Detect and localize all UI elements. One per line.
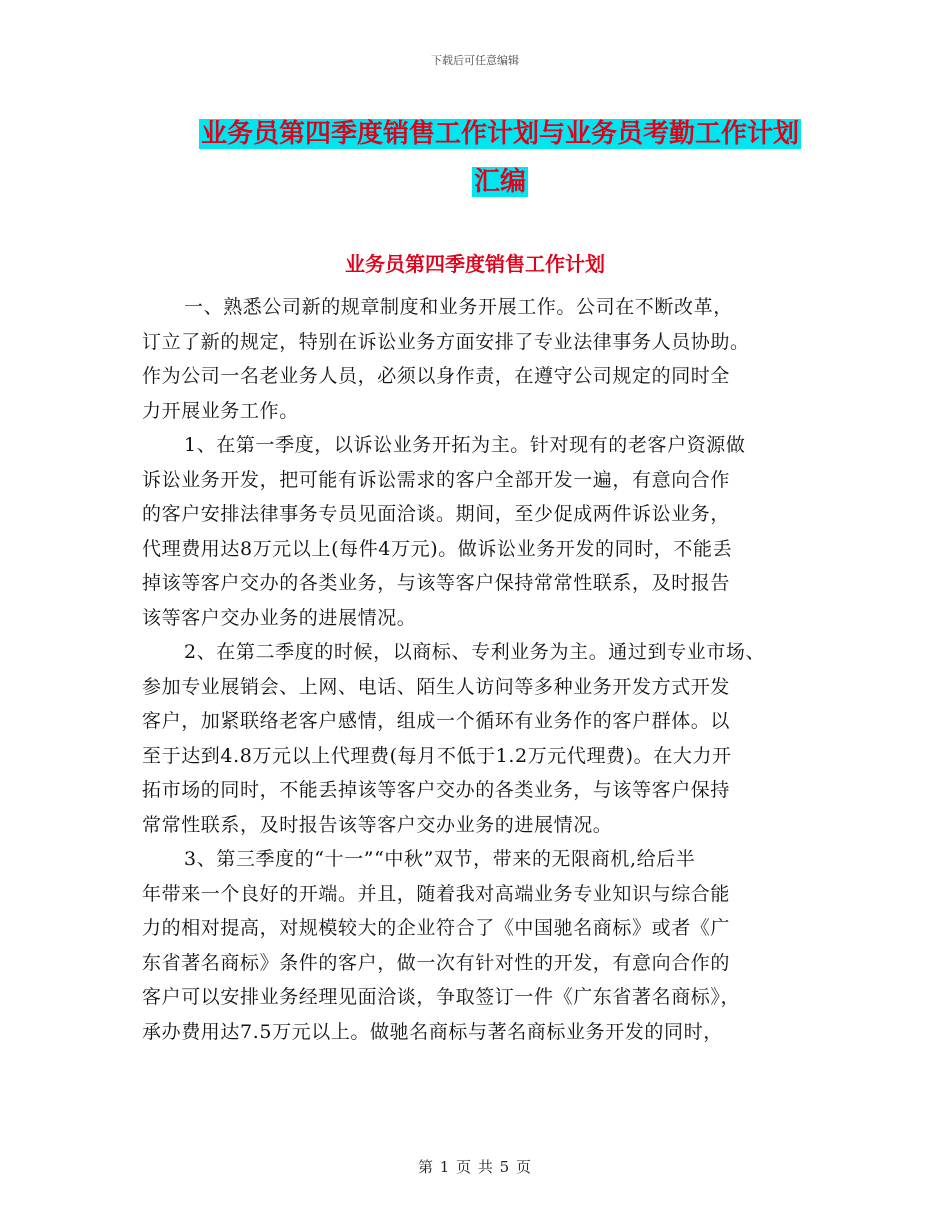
paragraph-line: 至于达到4.8万元以上代理费(每月不低于1.2万元代理费)。在大力开 — [142, 744, 732, 767]
document-title — [160, 110, 840, 206]
paragraph-line: 参加专业展销会、上网、电话、陌生人访问等多种业务开发方式开发 — [142, 675, 731, 698]
paragraph-line: 3、第三季度的“十一”“中秋”双节，带来的无限商机,给后半 — [184, 848, 696, 870]
paragraph-line: 年带来一个良好的开端。并且，随着我对高端业务专业知识与综合能 — [142, 882, 731, 905]
paragraph-line: 客户，加紧联络老客户感情，组成一个循环有业务作的客户群体。以 — [142, 710, 731, 732]
paragraph-line: 1、在第一季度，以诉讼业务开拓为主。针对现有的老客户资源做 — [184, 434, 746, 456]
section-title: 业务员第四季度销售工作计划 — [345, 252, 605, 276]
body-text — [142, 290, 832, 1049]
paragraph-line: 力开展业务工作。 — [142, 399, 299, 422]
paragraph-line: 诉讼业务开发，把可能有诉讼需求的客户全部开发一遍，有意向合作 — [142, 468, 731, 491]
paragraph-line: 掉该等客户交办的各类业务，与该等客户保持常常性联系，及时报告 — [142, 572, 731, 594]
paragraph-line: 承办费用达7.5万元以上。做驰名商标与著名商标业务开发的同时， — [142, 1020, 723, 1043]
paragraph-line: 该等客户交办业务的进展情况。 — [142, 606, 417, 629]
paragraph-line: 客户可以安排业务经理见面洽谈，争取签订一件《广东省著名商标》， — [142, 986, 741, 1008]
paragraph-line: 代理费用达8万元以上(每件4万元)。做诉讼业务开发的同时，不能丢 — [142, 537, 733, 560]
paragraph-line: 东省著名商标》条件的客户，做一次有针对性的开发，有意向合作的 — [142, 951, 731, 974]
page-footer: 第 1 页 共 5 页 — [418, 1158, 532, 1176]
document-title-line-2: 汇编 — [473, 167, 526, 197]
paragraph — [142, 428, 832, 635]
document-title-line-1: 业务员第四季度销售工作计划与业务员考勤工作计划 — [200, 119, 799, 149]
paragraph-line: 订立了新的规定，特别在诉讼业务方面安排了专业法律事务人员协助。 — [142, 330, 750, 353]
paragraph-line: 作为公司一名老业务人员，必须以身作责，在遵守公司规定的同时全 — [142, 365, 731, 387]
paragraph-line: 常常性联系，及时报告该等客户交办业务的进展情况。 — [142, 813, 613, 836]
paragraph-line: 2、在第二季度的时候，以商标、专利业务为主。通过到专业市场、 — [184, 641, 766, 663]
paragraph-line: 一、熟悉公司新的规章制度和业务开展工作。公司在不断改革， — [184, 296, 733, 318]
header-note: 下载后可任意编辑 — [431, 54, 519, 67]
paragraph — [142, 635, 832, 842]
paragraph — [142, 842, 832, 1049]
paragraph-line: 拓市场的同时，不能丢掉该等客户交办的各类业务，与该等客户保持 — [142, 779, 731, 801]
paragraph-line: 的客户安排法律事务专员见面洽谈。期间，至少促成两件诉讼业务， — [142, 503, 731, 525]
paragraph-line: 力的相对提高，对规模较大的企业符合了《中国驰名商标》或者《广 — [142, 917, 731, 939]
paragraph — [142, 290, 832, 428]
